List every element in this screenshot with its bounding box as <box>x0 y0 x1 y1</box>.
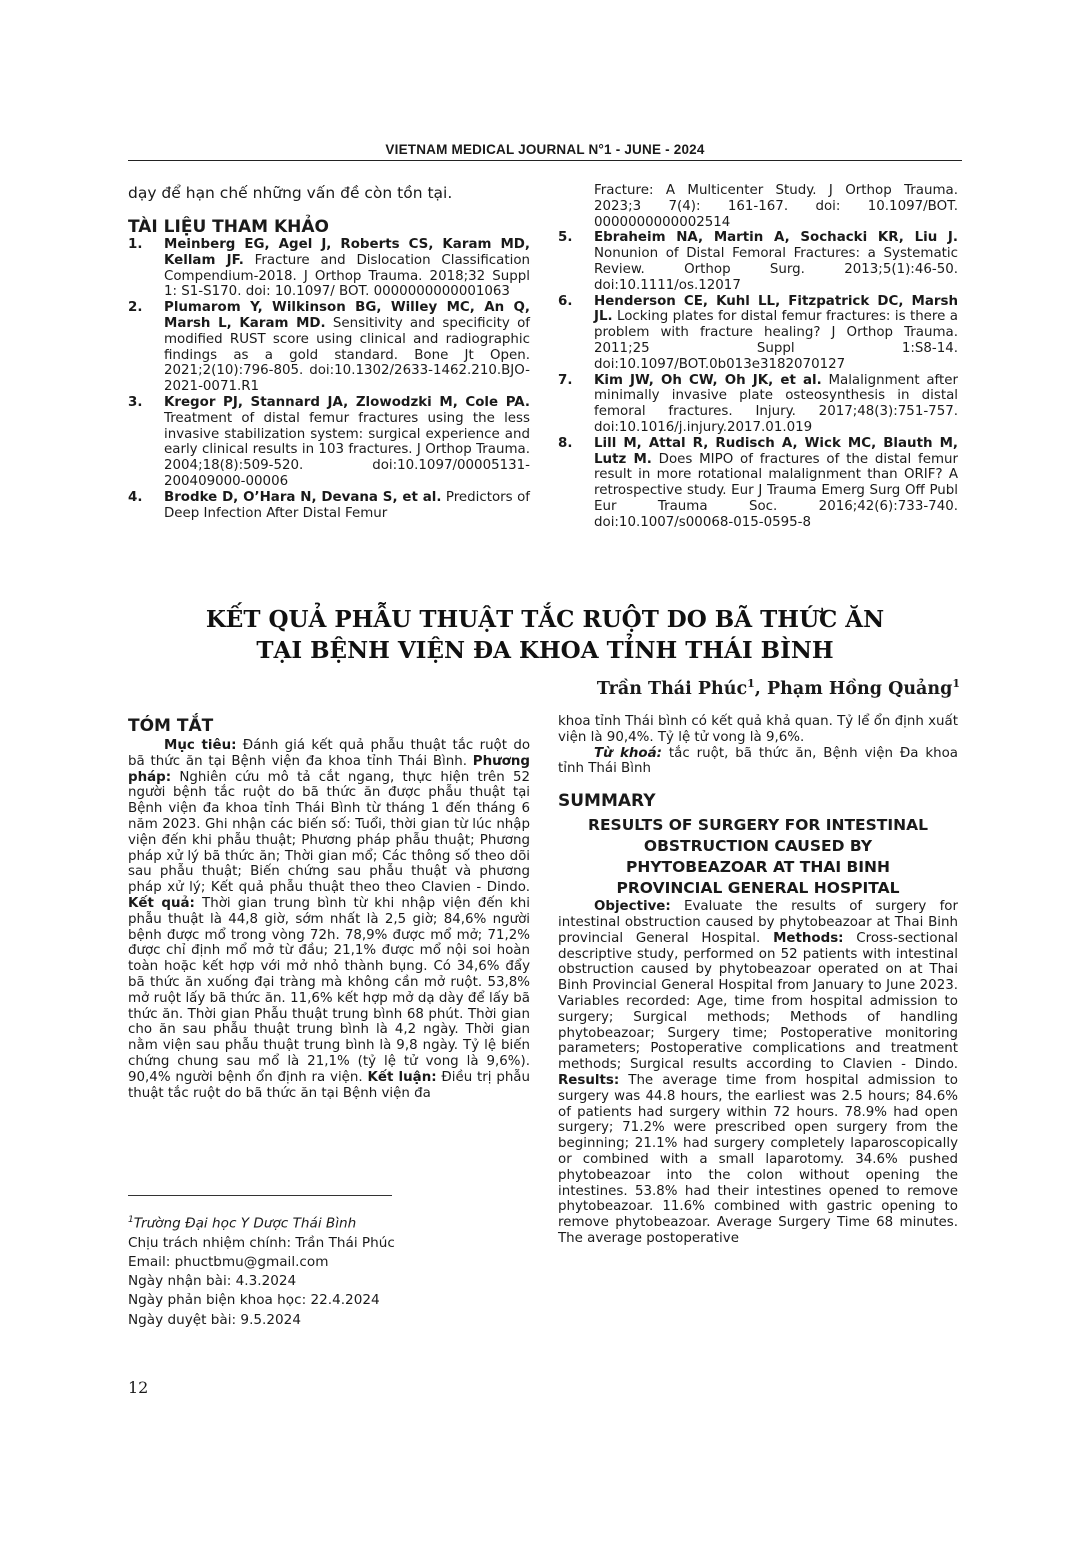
summary-article-title <box>558 815 958 899</box>
abstract-vn-column <box>128 716 530 1101</box>
author-name: Trần Thái Phúc <box>596 678 748 699</box>
reference-text: Does MIPO of fractures of the distal femur result in more rotational malalignment than ORIF? A retrospective study. Eur J Trauma Emerg Surg Off Publ Eur Trauma Soc. 2016;42(6):733-740. doi:10.1007/s00068-015-0595-8 <box>594 451 958 530</box>
reference-text: Fracture: A Multicenter Study. J Orthop Trauma. 2023;3 7(4): 161-167. doi: 10.1097/BOT. 0000000000002514 <box>594 183 958 230</box>
author-affiliation-mark: 1 <box>952 677 960 690</box>
affiliation <box>128 1211 530 1234</box>
references-title: TÀI LIỆU THAM KHẢO <box>128 217 329 237</box>
running-header: VIETNAM MEDICAL JOURNAL N°1 - JUNE - 2024 <box>385 142 705 157</box>
date-accepted: Ngày duyệt bài: 9.5.2024 <box>128 1311 301 1328</box>
summary-title-line: RESULTS OF SURGERY FOR INTESTINAL <box>588 816 928 835</box>
reference-item-continued <box>558 183 958 230</box>
article-title-line-2: TẠI BỆNH VIỆN ĐA KHOA TỈNH THÁI BÌNH <box>256 637 834 664</box>
reference-authors: Lill M, Attal R, Rudisch A, Wick MC, Blauth M, Lutz M. <box>594 435 958 467</box>
results-label: Results: <box>558 1072 620 1088</box>
keywords-label: Từ khoá: <box>594 745 663 761</box>
reference-authors: Ebraheim NA, Martin A, Sochacki KR, Liu J. <box>594 230 958 246</box>
objective-text: Đánh giá kết quả phẫu thuật tắc ruột do bã thức ăn tại Bệnh viện đa khoa tỉnh Thái Bình. <box>128 738 531 769</box>
objective-text: Evaluate the results of surgery for intestinal obstruction caused by phytobeazoar at Thai Binh provincial General Hospital. <box>558 899 958 946</box>
objective-label: Objective: <box>594 899 671 915</box>
reference-text: Predictors of Deep Infection After Distal Femur <box>164 489 530 521</box>
conclusion-label: Kết luận: <box>367 1069 437 1085</box>
article-authors <box>597 677 960 699</box>
date-received: Ngày nhận bài: 4.3.2024 <box>128 1273 297 1290</box>
reference-number: 3. <box>128 394 143 410</box>
keywords-text: tắc ruột, bã thức ăn, Bệnh viện Đa khoa tỉnh Thái Bình <box>558 745 958 777</box>
reference-text: Treatment of distal femur fractures using the less invasive stabilization system: surgical experience and early clinical results in 103 fractures. J Orthop Trauma. 2004;18(8):509-520. doi:10.1097/00005131-200409000-00006 <box>164 410 530 489</box>
reference-number: 2. <box>128 300 143 316</box>
conclusion-text: Điều trị phẫu thuật tắc ruột do bã thức ăn tại Bệnh viện đa <box>128 1069 530 1101</box>
tomtat-continued: khoa tỉnh Thái bình có kết quả khả quan. Tỷ lể ổn định xuất viện là 90,4%. Tỷ lệ tử vong là 9,6%. <box>558 714 958 745</box>
reference-number: 6. <box>558 293 573 309</box>
date-reviewed: Ngày phản biện khoa học: 22.4.2024 <box>128 1292 380 1309</box>
objective-label: Mục tiêu: <box>164 738 237 753</box>
reference-list-continued <box>558 183 958 531</box>
reference-item <box>128 490 530 522</box>
results-label: Kết quả: <box>128 895 195 911</box>
tomtat-title: TÓM TẮT <box>128 716 214 736</box>
reference-item <box>558 230 958 293</box>
footnote-rule <box>128 1195 392 1196</box>
methods-label: Methods: <box>773 930 844 946</box>
footnote <box>128 1211 530 1330</box>
refs-column-left <box>128 183 530 521</box>
reference-authors: Plumarom Y, Wilkinson BG, Willey MC, An Q, Marsh L, Karam MD. <box>164 300 530 331</box>
reference-number: 4. <box>128 489 143 505</box>
reference-number: 8. <box>558 435 573 451</box>
abstract-en-column <box>558 714 958 1247</box>
article-title-line-1: KẾT QUẢ PHẪU THUẬT TẮC RUỘT DO BÃ THỨC ĂN <box>205 606 885 633</box>
methods-label: Phương pháp: <box>128 753 530 785</box>
author-affiliation-mark: 1 <box>747 677 755 690</box>
refs-column-right <box>558 183 958 531</box>
results-text: Thời gian trung bình từ khi nhập viện đến khi phẫu thuật là 44,8 giờ, sớm nhất là 2,5 giờ; 84,6% người bệnh được mổ trong vòng 72h. 78,9% được mổ mở; 71,2% được chỉ định mổ mở từ đầu; 21,1% được mổ nội soi hoàn toàn hoặc kết hợp với mở nhỏ thành bụng. Có 34,6% đẩy bã thức ăn xuống đại tràng mà không cần mở ruột. 53,8% mở ruột lấy bã thức ăn. 11,6% kết hợp mở dạ dày để lấy bã thức ăn. Thời gian Phẫu thuật trung bình 68 phút. Thời gian cho ăn sau phẫu thuật trung bình là 4,2 ngày. Thời gian nằm viện sau phẫu thuật trung bình là 9,8 ngày. Tỷ lệ biến chứng chung sau mổ là 21,1% (tỷ lệ tử vong là 9,6%). 90,4% người bệnh ổn định ra viện. <box>128 895 531 1085</box>
reference-authors: Henderson CE, Kuhl LL, Fitzpatrick DC, Marsh JL. <box>594 293 958 325</box>
summary-title-line: PHYTOBEAZOAR AT THAI BINH <box>625 858 891 877</box>
header-rule <box>128 160 962 161</box>
reference-list <box>128 237 530 521</box>
reference-text: Sensitivity and specificity of modified RUST score using clinical and radiographic findings as a gold standard. Bone Jt Open. 2021;2(10):796-805. doi:10.1302/2633-1462.210.BJO-2021-0071.R1 <box>164 315 531 395</box>
methods-text: Nghiên cứu mô tả cắt ngang, thực hiện trên 52 người bệnh tắc ruột do bã thức ăn được phẫu thuật tại Bệnh viện đa khoa tỉnh Thái Bình từ tháng 1 đến tháng 6 năm 2023. Ghi nhận các biến số: Tuổi, thời gian từ lúc nhập viện đến khi phẫu thuật; Phương pháp phẫu thuật; Phương pháp xử lý bã thức ăn; Thời gian mổ; Các thông số theo dõi sau phẫu thuật; Biến chứng sau phẫu thuật và phương pháp xử lý; Kết quả phẫu thuật theo theo Clavien - Dindo. <box>128 769 530 896</box>
reference-text: Locking plates for distal femur fractures: is there a problem with fracture healing? J Orthop Trauma. 2011;25 Suppl 1:S8-14. doi:10.1097/BOT.0b013e3182070127 <box>594 309 958 372</box>
reference-text: Malalignment after minimally invasive plate osteosynthesis in distal femoral fractures. Injury. 2017;48(3):751-757. doi:10.1016/j.injury.2017.01.019 <box>594 372 958 435</box>
previous-article-tail: dạy để hạn chế những vấn đề còn tồn tại. <box>128 184 453 202</box>
reference-authors: Kregor PJ, Stannard JA, Zlowodzki M, Cole PA. <box>164 394 530 410</box>
summary-body <box>558 899 958 1247</box>
reference-authors: Kim JW, Oh CW, Oh JK, et al. <box>594 372 822 388</box>
reference-item <box>128 395 530 490</box>
reference-text: Nonunion of Distal Femoral Fractures: a Systematic Review. Orthop Surg. 2013;5(1):46-50. doi:10.1111/os.12017 <box>594 246 958 293</box>
reference-item <box>558 373 958 436</box>
reference-item <box>128 237 530 300</box>
affiliation-mark: 1 <box>128 1215 134 1225</box>
reference-authors: Meinberg EG, Agel J, Roberts CS, Karam MD, Kellam JF. <box>164 237 530 268</box>
author-name: Phạm Hồng Quảng <box>766 678 953 699</box>
corresponding-author: Chịu trách nhiệm chính: Trần Thái Phúc <box>128 1234 395 1251</box>
results-text: The average time from hospital admission to surgery was 44.8 hours, the earliest was 2.5 hours; 84.6% of patients had surgery within 72 hours. 78.9% had open surgery; 71.2% were prescribed open surgery from the beginning; 21.1% had surgery completely laparoscopically or combined with a small laparotomy. 34.6% pushed phytobeazoar into the colon without opening the intestines. 53.8% had their intestines opened to remove phytobeazoar. 11.6% combined with gastric opening to remove phytobeazoar. Average Surgery Time 68 minutes. The average postoperative <box>558 1072 958 1246</box>
methods-text: Cross-sectional descriptive study, performed on 52 patients with intestinal obstruction caused by phytobeazoar operated on at Thai Binh Provincial General Hospital from January to June 2023. Variables recorded: Age, time from hospital admission to surgery; Surgical methods; Methods of handling phytobeazoar; Surgery time; Postoperative monitoring parameters; Postoperative complications and treatment methods; Surgical results according to Clavien - Dindo. <box>558 930 958 1073</box>
reference-item <box>128 300 530 395</box>
email: Email: phuctbmu@gmail.com <box>128 1253 329 1270</box>
reference-item <box>558 294 958 373</box>
tomtat-body <box>128 738 530 1101</box>
reference-number: 1. <box>128 237 143 252</box>
page-number: 12 <box>128 1378 149 1397</box>
reference-text: Fracture and Dislocation Classification Compendium-2018. J Orthop Trauma. 2018;32 Suppl 1: S1-S170. doi: 10.1097/ BOT. 0000000000001063 <box>164 252 530 300</box>
reference-authors: Brodke D, O’Hara N, Devana S, et al. <box>164 489 442 505</box>
author-separator: , <box>754 678 767 699</box>
reference-item <box>558 436 958 531</box>
reference-number: 7. <box>558 372 573 388</box>
affiliation-text: Trường Đại học Y Dược Thái Bình <box>133 1215 357 1232</box>
summary-title-line: PROVINCIAL GENERAL HOSPITAL <box>616 879 900 898</box>
reference-number: 5. <box>558 230 573 246</box>
summary-title-line: OBSTRUCTION CAUSED BY <box>643 837 873 856</box>
summary-title: SUMMARY <box>558 791 656 812</box>
keywords <box>558 746 958 778</box>
